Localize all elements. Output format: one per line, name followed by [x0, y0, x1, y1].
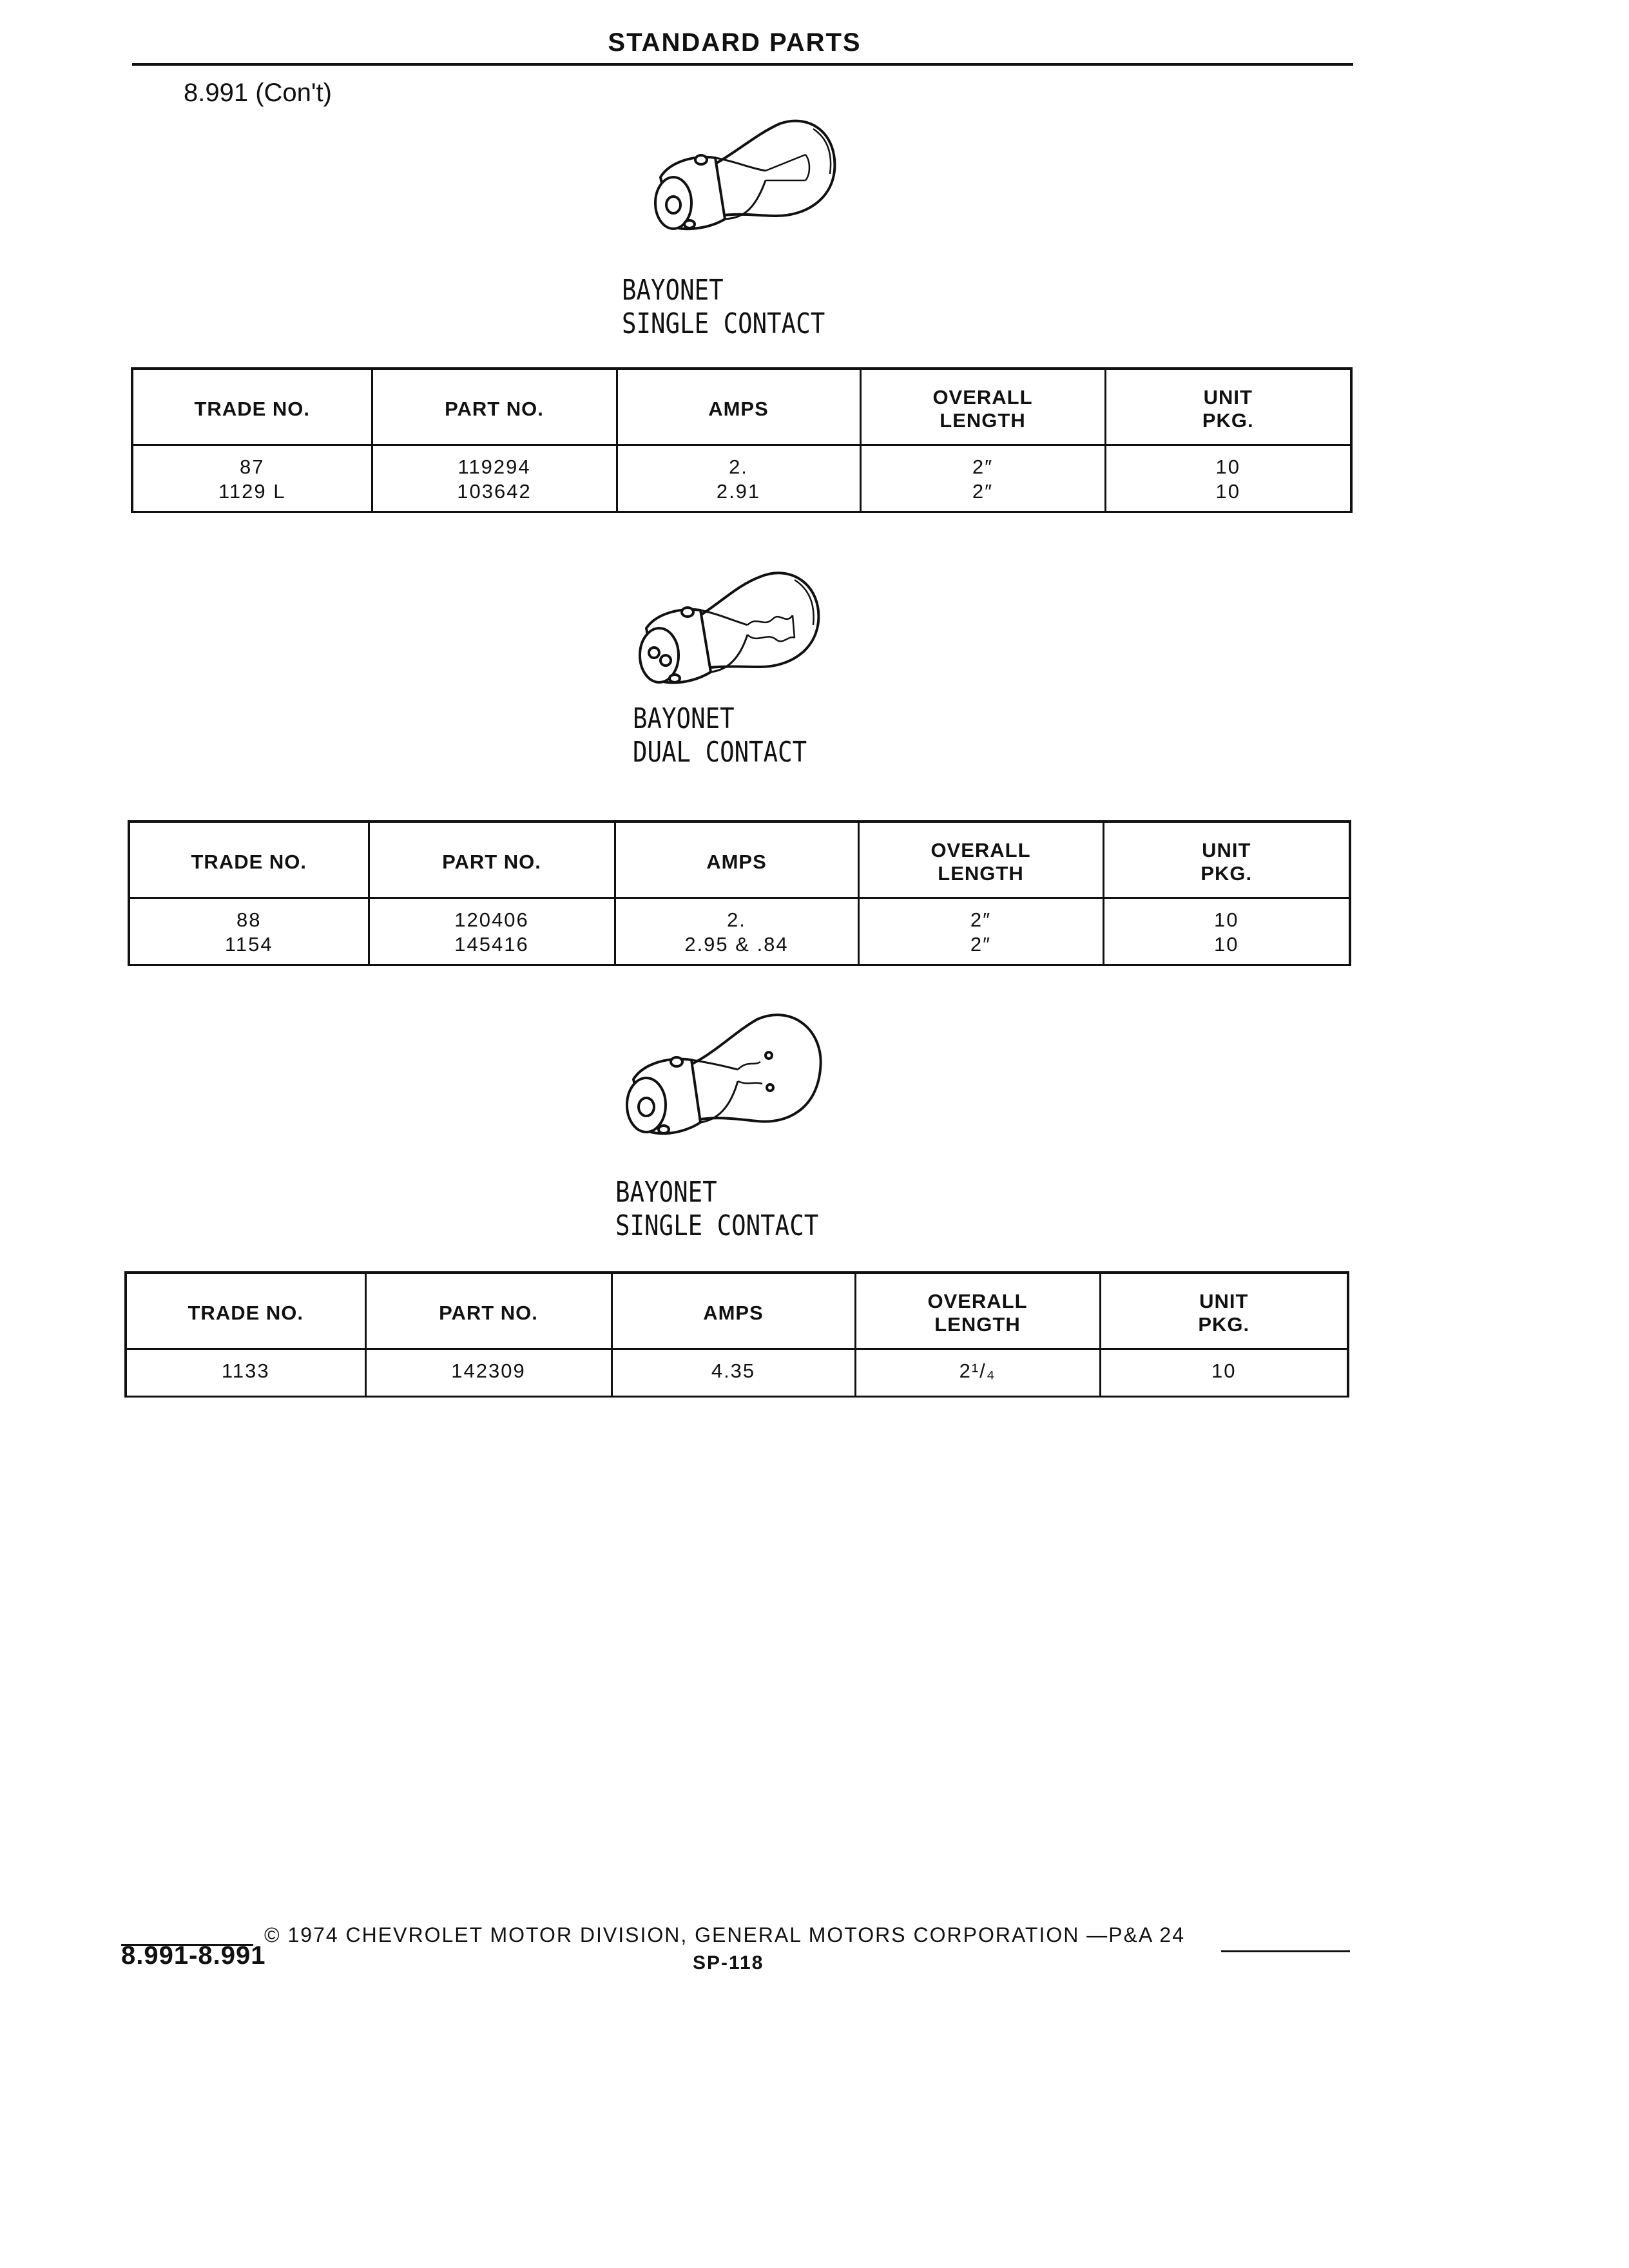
caption-line-type: BAYONET: [615, 1176, 717, 1209]
dual-contact-bayonet-bulb-icon: [628, 564, 834, 699]
bulb-caption: [622, 274, 825, 341]
table-row: [129, 898, 1350, 965]
column-part-no: PART NO.: [365, 1273, 612, 1349]
single-contact-bayonet-bulb-icon: [644, 110, 851, 245]
caption-line-contact: DUAL CONTACT: [633, 736, 807, 769]
table-header-row: [129, 822, 1350, 898]
column-trade-no: TRADE NO.: [126, 1273, 365, 1349]
part-no-cell: 142309: [365, 1349, 612, 1397]
column-amps: AMPS: [615, 822, 858, 898]
length-cell: 2″ 2″: [860, 445, 1105, 512]
column-unit-pkg: UNIT PKG.: [1105, 369, 1351, 445]
column-trade-no: TRADE NO.: [132, 369, 372, 445]
pkg-cell: 10: [1100, 1349, 1348, 1397]
pkg-cell: 10 10: [1105, 445, 1351, 512]
amps-cell: 4.35: [612, 1349, 855, 1397]
caption-line-contact: SINGLE CONTACT: [622, 307, 825, 340]
part-no-cell: 120406 145416: [369, 898, 615, 965]
trade-no-cell: 88 1154: [129, 898, 369, 965]
copyright-notice: © 1974 CHEVROLET MOTOR DIVISION, GENERAL MOTORS CORPORATION —P&A 24: [264, 1923, 1185, 1946]
table-header-row: [126, 1273, 1348, 1349]
trade-no-cell: 1133: [126, 1349, 365, 1397]
parts-table: [128, 820, 1351, 966]
column-overall-length: OVERALL LENGTH: [858, 822, 1103, 898]
page-title: STANDARD PARTS: [608, 28, 862, 57]
amps-cell: 2. 2.95 & .84: [615, 898, 858, 965]
table-row: [132, 445, 1351, 512]
column-unit-pkg: UNIT PKG.: [1103, 822, 1350, 898]
bulb-caption: [615, 1176, 818, 1243]
part-no-cell: 119294 103642: [372, 445, 617, 512]
single-contact-bayonet-bulb-icon: [615, 1005, 834, 1153]
bulb-caption: [633, 702, 807, 769]
column-part-no: PART NO.: [372, 369, 617, 445]
trade-no-cell: 87 1129 L: [132, 445, 372, 512]
footer-rule-right: [1221, 1950, 1350, 1952]
column-amps: AMPS: [617, 369, 860, 445]
column-trade-no: TRADE NO.: [129, 822, 369, 898]
caption-line-type: BAYONET: [633, 702, 735, 735]
column-amps: AMPS: [612, 1273, 855, 1349]
amps-cell: 2. 2.91: [617, 445, 860, 512]
column-overall-length: OVERALL LENGTH: [855, 1273, 1100, 1349]
column-part-no: PART NO.: [369, 822, 615, 898]
section-reference: 8.991 (Con't): [184, 79, 332, 107]
header-rule: [132, 63, 1353, 66]
column-overall-length: OVERALL LENGTH: [860, 369, 1105, 445]
parts-table: [131, 367, 1353, 513]
pkg-cell: 10 10: [1103, 898, 1350, 965]
length-cell: 2″ 2″: [858, 898, 1103, 965]
parts-table: [124, 1271, 1349, 1398]
caption-line-type: BAYONET: [622, 274, 724, 307]
caption-line-contact: SINGLE CONTACT: [615, 1209, 819, 1242]
column-unit-pkg: UNIT PKG.: [1100, 1273, 1348, 1349]
page-number: SP-118: [693, 1952, 764, 1974]
section-range: 8.991-8.991: [121, 1941, 266, 1970]
table-header-row: [132, 369, 1351, 445]
length-cell: 2¹/₄: [855, 1349, 1100, 1397]
table-row: [126, 1349, 1348, 1397]
